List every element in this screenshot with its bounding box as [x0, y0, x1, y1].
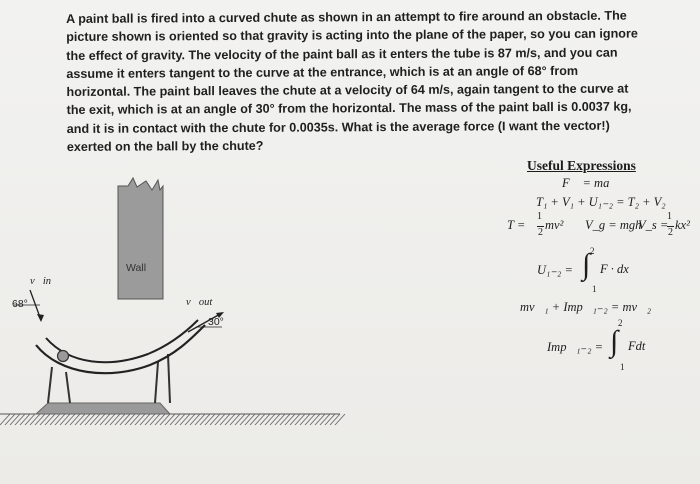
ground-hatch-line	[20, 414, 30, 425]
ground-hatch-line	[55, 414, 65, 425]
ground-hatch-line	[195, 414, 205, 425]
problem-line-6: the exit, which is at an angle of 30° from the horizontal. The mass of the paint ball is 0.0037 kg,	[66, 100, 632, 118]
ground-hatch-line	[310, 414, 320, 425]
eq-energy: T₁ + V₁ + U₁₋₂ = T₂ + V₂	[536, 195, 666, 209]
v-out-label: v⃗out	[186, 297, 213, 308]
imp-limit-upper: 2	[618, 318, 623, 328]
eq-Vs-lhs: V_s =	[638, 218, 669, 232]
ground-hatch-line	[295, 414, 305, 425]
eq-T-rhs: mv²	[545, 218, 564, 232]
ground-hatch-line	[300, 414, 310, 425]
ground-hatch-line	[285, 414, 295, 425]
chute-support-left-2	[66, 372, 70, 403]
ground-hatch-line	[95, 414, 105, 425]
ground-hatch-line	[305, 414, 315, 425]
ground-hatch-line	[225, 414, 235, 425]
problem-line-3: the effect of gravity. The velocity of the paint ball as it enters the tube is 87 m/s, and you can	[66, 45, 618, 63]
work-limit-lower: 1	[592, 284, 597, 294]
ground-hatch-line	[120, 414, 130, 425]
ground-hatch-line	[25, 414, 35, 425]
ground-hatch-line	[210, 414, 220, 425]
ground-hatch-line	[110, 414, 120, 425]
eq-impulse: mv⃗₁ + Imp⃗₁₋₂ = mv⃗₂	[520, 300, 652, 314]
ground-hatch-line	[35, 414, 45, 425]
problem-line-1: A paint ball is fired into a curved chute as shown in an attempt to fire around an obstacle. The	[66, 8, 627, 26]
problem-line-7: and it is in contact with the chute for 0.0035s. What is the average force (I want the vector!)	[66, 118, 610, 136]
ground-hatch-line	[215, 414, 225, 425]
ground-hatch-line	[90, 414, 100, 425]
ground-hatch-line	[65, 414, 75, 425]
ground-hatch-line	[165, 414, 175, 425]
ground-hatch-line	[200, 414, 210, 425]
v-in-angle: 68°	[12, 298, 28, 310]
wall-label: Wall	[126, 262, 147, 274]
ground-hatch-line	[235, 414, 245, 425]
ground-hatch-line	[290, 414, 300, 425]
ground-hatch-line	[85, 414, 95, 425]
ground-hatch-line	[135, 414, 145, 425]
eq-Vg: V_g = mgh	[585, 218, 642, 232]
ground-hatch-line	[145, 414, 155, 425]
ground-hatch-line	[240, 414, 250, 425]
work-integral-sign: ∫	[582, 248, 591, 281]
problem-line-8: exerted on the ball by the chute?	[66, 138, 264, 155]
ground-hatch-line	[335, 414, 345, 425]
ground-hatch-line	[220, 414, 230, 425]
ground-hatch-line	[230, 414, 240, 425]
ground-hatch-line	[330, 414, 340, 425]
problem-line-2: picture shown is oriented so that gravity is acting into the plane of the paper, so you can ignore	[66, 26, 638, 45]
eq-Vs-rhs: kx²	[675, 218, 690, 232]
ground-hatch-line	[150, 414, 160, 425]
ground-hatch-line	[130, 414, 140, 425]
ground-hatch-line	[260, 414, 270, 425]
useful-expressions-title: Useful Expressions	[527, 158, 636, 173]
ground-hatch-line	[270, 414, 280, 425]
ground-hatch-line	[185, 414, 195, 425]
paint-ball	[58, 351, 69, 362]
ground-hatch-line	[100, 414, 110, 425]
ground-hatch-line	[180, 414, 190, 425]
ground-hatch-line	[265, 414, 275, 425]
wall	[118, 178, 163, 299]
ground-hatch-line	[275, 414, 285, 425]
imp-integral-sign: ∫	[610, 325, 619, 358]
ground-hatch-line	[320, 414, 330, 425]
ground-hatch-line	[140, 414, 150, 425]
ground-hatch-line	[245, 414, 255, 425]
ground-hatch-line	[255, 414, 265, 425]
ground-hatch-line	[280, 414, 290, 425]
ground-hatch-line	[125, 414, 135, 425]
eq-Vs-frac-num: 1	[667, 211, 672, 222]
ground-hatch-line	[170, 414, 180, 425]
ground-hatch-line	[60, 414, 70, 425]
ground-hatch-line	[315, 414, 325, 425]
v-in-label: v⃗in	[30, 276, 51, 287]
ground-hatch-line	[70, 414, 80, 425]
chute-support-right	[155, 362, 158, 403]
eq-work-rhs: F · dx	[600, 262, 629, 276]
eq-newton: F⃗ = ma⃗	[562, 176, 620, 190]
ground-hatch-line	[250, 414, 260, 425]
ground-hatch-line	[115, 414, 125, 425]
imp-limit-lower: 1	[620, 362, 625, 372]
chute-outer	[36, 325, 205, 373]
work-limit-upper: 2	[590, 246, 595, 256]
ground-hatch-line	[175, 414, 185, 425]
ground-hatch-line	[30, 414, 40, 425]
ground-hatch-line	[325, 414, 335, 425]
problem-line-5: horizontal. The paint ball leaves the chute at a velocity of 64 m/s, again tangent to the curve at	[66, 81, 629, 100]
eq-T-lhs: T =	[507, 218, 526, 232]
ground-hatch-line	[15, 414, 25, 425]
ground-hatch-line	[80, 414, 90, 425]
ground-hatch-line	[160, 414, 170, 425]
problem-line-4: assume it enters tangent to the curve at the entrance, which is at an angle of 68° from	[66, 63, 579, 81]
eq-work-lhs: U₁₋₂ =	[537, 263, 573, 277]
eq-T-frac-den: 2	[538, 227, 543, 238]
eq-imp-rhs: Fdt	[628, 339, 646, 353]
ground-hatch-line	[155, 414, 165, 425]
ground-hatch-line	[5, 414, 15, 425]
ground-hatch-line	[190, 414, 200, 425]
chute-support-left	[48, 367, 52, 403]
ground-hatch-line	[75, 414, 85, 425]
eq-Vs-frac-den: 2	[668, 227, 673, 238]
eq-T-frac-num: 1	[537, 211, 542, 222]
ground-hatch-line	[105, 414, 115, 425]
ground-hatch-line	[205, 414, 215, 425]
ground-hatch-line	[10, 414, 20, 425]
v-out-angle: 30°	[208, 316, 224, 328]
base-block	[36, 403, 170, 414]
ground-hatch-line	[0, 414, 10, 425]
ground-hatch-line	[50, 414, 60, 425]
chute-support-right-2	[168, 354, 170, 403]
eq-imp-lhs: Imp⃗₁₋₂ =	[547, 340, 604, 354]
ground-hatch-line	[45, 414, 55, 425]
v-in-arrowhead	[37, 314, 44, 322]
ground-hatch-line	[40, 414, 50, 425]
